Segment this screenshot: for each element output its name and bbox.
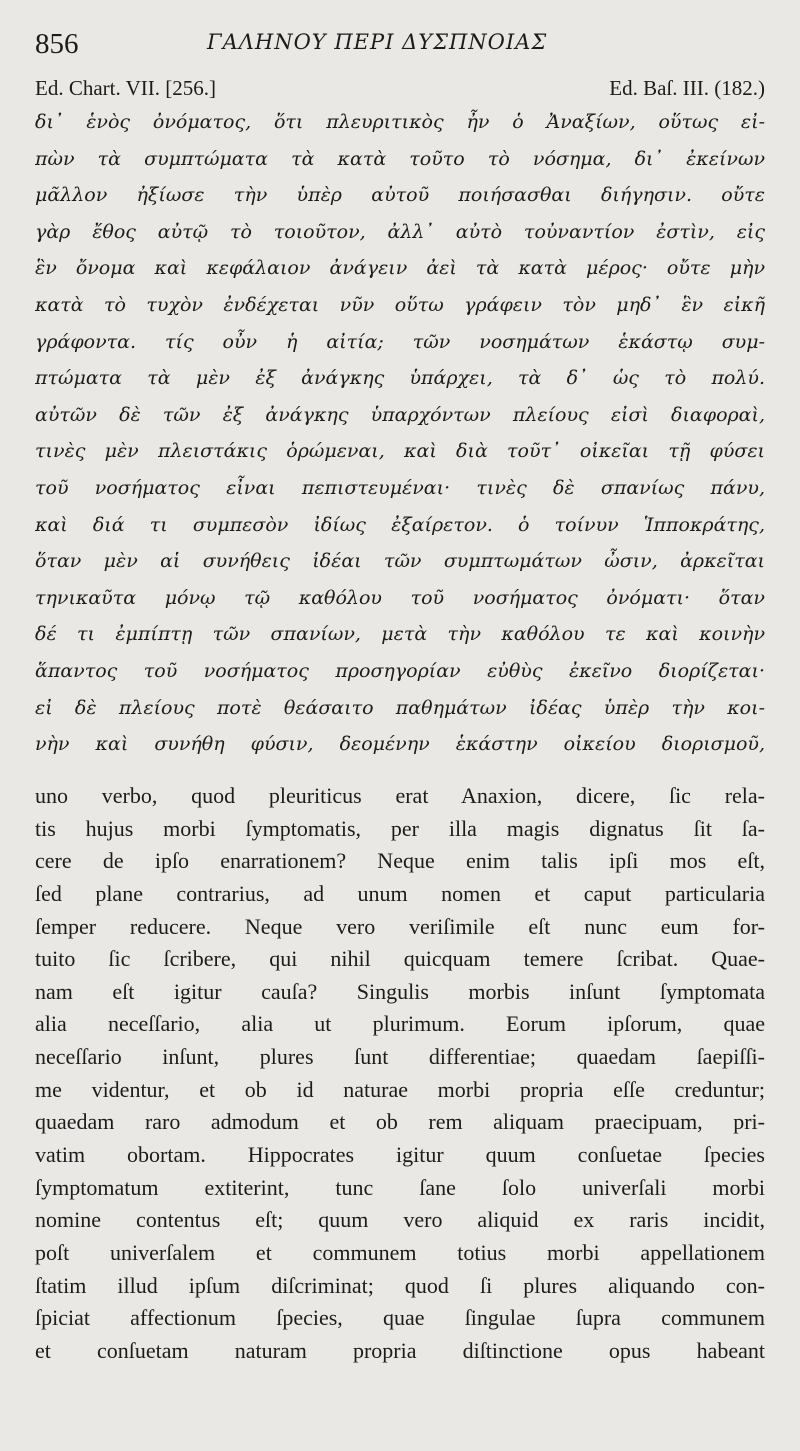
- edition-basel-reference: Ed. Baſ. III. (182.): [609, 76, 765, 100]
- greek-text-line: τινὲς μὲν πλειστάκις ὁρώμεναι, καὶ διὰ τοῦτ᾽ οἰκεῖαι τῇ φύσει: [35, 440, 765, 463]
- edition-reference-line: [35, 76, 765, 104]
- edition-chartier-reference: Ed. Chart. VII. [256.]: [35, 76, 216, 100]
- greek-text-line: πὼν τὰ συμπτώματα τὰ κατὰ τοῦτο τὸ νόσημα, δι᾽ ἐκείνων: [35, 147, 765, 170]
- greek-text-line: τοῦ νοσήματος εἶναι πεπιστευμέναι· τινὲς δὲ σπανίως πάνυ,: [35, 476, 765, 499]
- latin-text-block: [35, 780, 765, 1368]
- latin-text-line: tis hujus morbi ſymptomatis, per illa magis dignatus ſit ſa-: [35, 815, 765, 841]
- latin-text-line: me videntur, et ob id naturae morbi propria eſſe creduntur;: [35, 1076, 765, 1102]
- latin-text-line: poſt univerſalem et communem totius morbi appellationem: [35, 1239, 765, 1265]
- greek-text-line: νὴν καὶ συνήθη φύσιν, δεομένην ἑκάστην οἰκείου διορισμοῦ,: [35, 733, 765, 756]
- latin-text-line: tuito ſic ſcribere, qui nihil quicquam temere ſcribat. Quae-: [35, 946, 765, 972]
- latin-text-line: cere de ipſo enarrationem? Neque enim talis ipſi mos eſt,: [35, 848, 765, 874]
- greek-text-line: κατὰ τὸ τυχὸν ἐνδέχεται νῦν οὕτω γράφειν τὸν μηδ᾽ ἓν εἰκῆ: [35, 293, 765, 316]
- greek-text-line: εἰ δὲ πλείους ποτὲ θεάσαιτο παθημάτων ἰδέας ὑπὲρ τὴν κοι-: [35, 696, 765, 719]
- greek-text-line: μᾶλλον ἠξίωσε τὴν ὑπὲρ αὐτοῦ ποιήσασθαι διήγησιν. οὔτε: [35, 184, 765, 207]
- greek-text-line: δι᾽ ἑνὸς ὀνόματος, ὅτι πλευριτικὸς ἦν ὁ Ἀναξίων, οὕτως εἰ-: [35, 111, 765, 133]
- latin-text-line: alia neceſſario, alia ut plurimum. Eorum ipſorum, quae: [35, 1011, 765, 1037]
- latin-text-line: neceſſario inſunt, plures ſunt differentiae; quaedam ſaepiſſi-: [35, 1044, 765, 1070]
- latin-text-line: uno verbo, quod pleuriticus erat Anaxion, dicere, ſic rela-: [35, 783, 765, 808]
- latin-text-line: nam eſt igitur cauſa? Singulis morbis inſunt ſymptomata: [35, 978, 765, 1004]
- latin-text-line: vatim obortam. Hippocrates igitur quum conſuetae ſpecies: [35, 1142, 765, 1168]
- greek-text-block: [35, 104, 765, 763]
- greek-text-line: ὅταν μὲν αἱ συνήθεις ἰδέαι τῶν συμπτωμάτων ὦσιν, ἀρκεῖται: [35, 550, 765, 573]
- greek-text-line: καὶ διά τι συμπεσὸν ἰδίως ἐξαίρετον. ὁ τοίνυν Ἱπποκράτης,: [35, 513, 765, 536]
- greek-text-line: πτώματα τὰ μὲν ἐξ ἀνάγκης ὑπάρχει, τὰ δ᾽ ὡς τὸ πολύ.: [35, 367, 765, 390]
- page-title: ΓΑΛΗΝΟΥ ΠΕΡΙ ΔΥΣΠΝΟΙΑΣ: [207, 30, 548, 54]
- latin-text-line: ſemper reducere. Neque vero veriſimile eſt nunc eum for-: [35, 913, 765, 939]
- greek-text-line: γὰρ ἔθος αὐτῷ τὸ τοιοῦτον, ἀλλ᾽ αὐτὸ τοὐναντίον ἐστὶν, εἰς: [35, 220, 765, 243]
- latin-text-line: quaedam raro admodum et ob rem aliquam praecipuam, pri-: [35, 1109, 765, 1135]
- latin-text-line: nomine contentus eſt; quum vero aliquid ex raris incidit,: [35, 1207, 765, 1233]
- latin-text-line: ſtatim illud ipſum diſcriminat; quod ſi plures aliquando con-: [35, 1272, 765, 1298]
- greek-text-line: ἓν ὄνομα καὶ κεφάλαιον ἀνάγειν ἀεὶ τὰ κατὰ μέρος· οὔτε μὴν: [35, 257, 765, 280]
- latin-text-line: ſpiciat affectionum ſpecies, quae ſingulae ſupra communem: [35, 1305, 765, 1331]
- greek-text-line: γράφοντα. τίς οὖν ἡ αἰτία; τῶν νοσημάτων ἑκάστῳ συμ-: [35, 330, 765, 353]
- page-number: 856: [35, 28, 79, 60]
- latin-text-line: et conſuetam naturam propria diſtinctione opus habeant: [35, 1337, 765, 1363]
- latin-text-line: ſed plane contrarius, ad unum nomen et caput particularia: [35, 880, 765, 906]
- greek-text-line: τηνικαῦτα μόνῳ τῷ καθόλου τοῦ νοσήματος ὀνόματι· ὅταν: [35, 586, 765, 609]
- greek-text-line: αὐτῶν δὲ τῶν ἐξ ἀνάγκης ὑπαρχόντων πλείους εἰσὶ διαφοραὶ,: [35, 403, 765, 426]
- latin-text-line: ſymptomatum extiterint, tunc ſane ſolo univerſali morbi: [35, 1174, 765, 1200]
- greek-text-line: δέ τι ἐμπίπτῃ τῶν σπανίων, μετὰ τὴν καθόλου τε καὶ κοινὴν: [35, 623, 765, 646]
- running-head: [35, 28, 765, 64]
- greek-text-line: ἅπαντος τοῦ νοσήματος προσηγορίαν εὐθὺς ἐκεῖνο διορίζεται·: [35, 659, 765, 682]
